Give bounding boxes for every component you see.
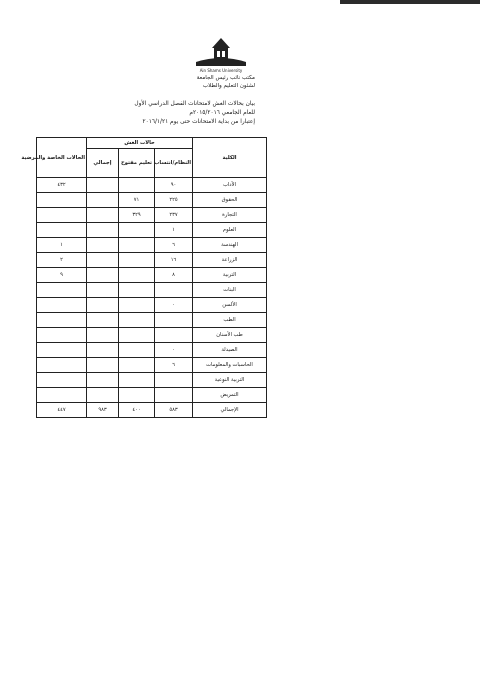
- cell-special: ١: [37, 238, 87, 253]
- cell-college: الحقوق: [193, 193, 267, 208]
- cell-total: [87, 358, 119, 373]
- header-total: إجمالي: [87, 149, 119, 178]
- cell-special: ٤٣٢: [37, 178, 87, 193]
- cell-special: [37, 298, 87, 313]
- cell-regular: [155, 313, 193, 328]
- cell-regular: ٩٠: [155, 178, 193, 193]
- cell-total: [87, 298, 119, 313]
- table-row: [37, 313, 267, 328]
- cell-regular: [155, 388, 193, 403]
- cell-total: [87, 238, 119, 253]
- report-title: [134, 100, 255, 127]
- cell-regular: ٦: [155, 358, 193, 373]
- logo-caption: Ain Shams University: [199, 68, 243, 73]
- cell-regular: ١: [155, 223, 193, 238]
- table-row: [37, 388, 267, 403]
- cell-regular: ٢٢٥: [155, 193, 193, 208]
- affiliation-line-2: لشئون التعليم والطلاب: [202, 83, 255, 89]
- total-row: [37, 403, 267, 418]
- table-row: [37, 193, 267, 208]
- cell-college: التربية: [193, 268, 267, 283]
- cell-college: الطب: [193, 313, 267, 328]
- cell-open: [119, 283, 155, 298]
- title-line-3: إعتبارا من بداية الامتحانات حتى يوم ٢٠١٦/١/٢١: [142, 119, 255, 125]
- cell-total: [87, 388, 119, 403]
- table-row: [37, 328, 267, 343]
- title-line-2: للعام الجامعي ٢٠١٥/٢٠١٦م: [189, 110, 255, 116]
- cell-college: الصيدلة: [193, 343, 267, 358]
- cell-special: ٤٤٧: [37, 403, 87, 418]
- cell-regular: ٠: [155, 298, 193, 313]
- cell-open: ٣٢٩: [119, 208, 155, 223]
- cell-regular: [155, 328, 193, 343]
- cell-special: [37, 208, 87, 223]
- cell-college: الهندسة: [193, 238, 267, 253]
- cell-college: الألسن: [193, 298, 267, 313]
- cell-open: ٤٠٠: [119, 403, 155, 418]
- cell-open: [119, 373, 155, 388]
- cell-open: [119, 328, 155, 343]
- affiliation-line-1: مكتب نائب رئيس الجامعة: [196, 75, 255, 81]
- cell-total: [87, 208, 119, 223]
- cell-open: ٧١: [119, 193, 155, 208]
- cell-college: الإجمالي: [193, 403, 267, 418]
- cell-regular: ٦: [155, 238, 193, 253]
- table-row: [37, 358, 267, 373]
- table-row: [37, 178, 267, 193]
- cell-open: [119, 178, 155, 193]
- cell-college: الآداب: [193, 178, 267, 193]
- cell-regular: ٢٣٧: [155, 208, 193, 223]
- cell-open: [119, 313, 155, 328]
- cell-open: [119, 253, 155, 268]
- cell-college: التجارة: [193, 208, 267, 223]
- cell-college: الزراعة: [193, 253, 267, 268]
- cell-regular: ٥٨٣: [155, 403, 193, 418]
- table-row: [37, 268, 267, 283]
- scan-edge-mark: [340, 0, 480, 4]
- cell-special: [37, 328, 87, 343]
- cell-open: [119, 358, 155, 373]
- cell-total: [87, 253, 119, 268]
- cell-open: [119, 223, 155, 238]
- cell-total: [87, 343, 119, 358]
- cell-total: [87, 313, 119, 328]
- cell-college: التربية النوعية: [193, 373, 267, 388]
- cell-college: التمريض: [193, 388, 267, 403]
- cell-total: [87, 283, 119, 298]
- cell-college: العلوم: [193, 223, 267, 238]
- cell-open: [119, 238, 155, 253]
- cell-regular: [155, 283, 193, 298]
- cheating-cases-table: [21, 137, 267, 418]
- cell-open: [119, 388, 155, 403]
- table-row: [37, 253, 267, 268]
- cell-total: [87, 268, 119, 283]
- cell-special: [37, 373, 87, 388]
- affiliation: [197, 74, 255, 90]
- cell-open: [119, 268, 155, 283]
- cell-total: [87, 193, 119, 208]
- cell-regular: ٨: [155, 268, 193, 283]
- cell-special: ٢: [37, 253, 87, 268]
- cell-special: [37, 193, 87, 208]
- cell-college: الحاسبات والمعلومات: [193, 358, 267, 373]
- header-special: الحالات الخاصة والمرضية: [37, 138, 87, 178]
- cell-special: [37, 283, 87, 298]
- table-row: [37, 238, 267, 253]
- header-regular: النظام/انتساب: [155, 149, 193, 178]
- header-college: الكلية: [193, 138, 267, 178]
- cell-regular: ١٦: [155, 253, 193, 268]
- cell-special: [37, 343, 87, 358]
- cell-college: طب الأسنان: [193, 328, 267, 343]
- table-row: [37, 223, 267, 238]
- table-row: [37, 283, 267, 298]
- cell-special: [37, 388, 87, 403]
- cell-open: [119, 343, 155, 358]
- cell-regular: [155, 373, 193, 388]
- cell-special: [37, 313, 87, 328]
- table-row: [37, 298, 267, 313]
- cell-total: [87, 223, 119, 238]
- cell-total: ٩٨٣: [87, 403, 119, 418]
- table-row: [37, 373, 267, 388]
- university-logo: [186, 36, 256, 76]
- table-row: [37, 343, 267, 358]
- table-row: [37, 208, 267, 223]
- cell-regular: ٠: [155, 343, 193, 358]
- title-line-1: بيان بحالات الغش لامتحانات الفصل الدراسي الأول: [134, 101, 255, 107]
- cell-open: [119, 298, 155, 313]
- cell-total: [87, 328, 119, 343]
- cell-total: [87, 373, 119, 388]
- cell-college: البنات: [193, 283, 267, 298]
- cell-special: ٩: [37, 268, 87, 283]
- cell-total: [87, 178, 119, 193]
- header-cases: حالات الغش: [87, 138, 193, 149]
- cell-special: [37, 358, 87, 373]
- cell-special: [37, 223, 87, 238]
- header-open: تعليم مفتوح: [119, 149, 155, 178]
